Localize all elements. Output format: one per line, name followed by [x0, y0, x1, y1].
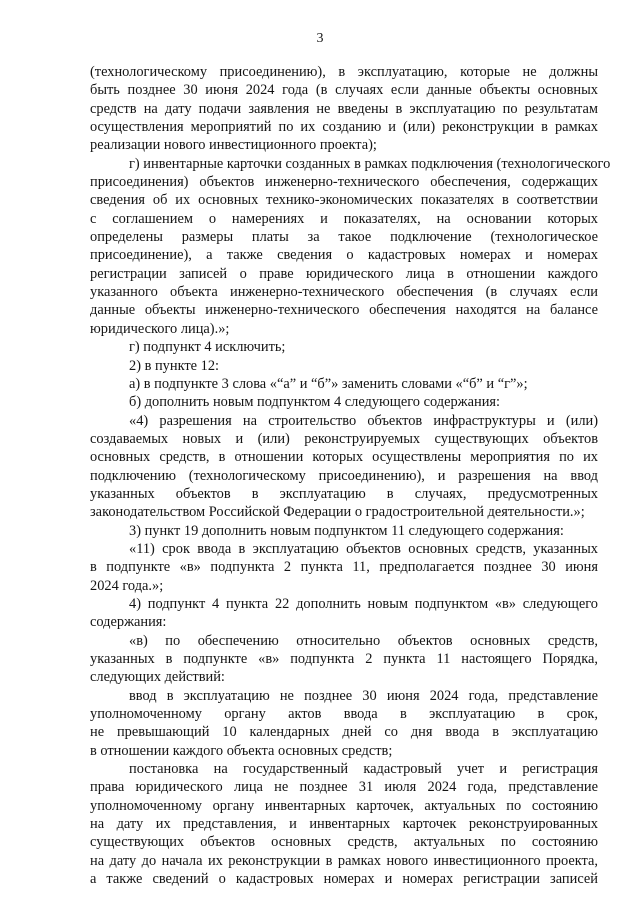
- page-number: 3: [316, 31, 324, 46]
- text-line: сведения об их основных технико-экономических показателях в соответствии: [90, 192, 598, 209]
- text-line: в подпункте «в» подпункта 2 пункта 11, предполагается позднее 30 июня: [90, 559, 598, 576]
- text-line: «в) по обеспечению относительно объектов основных средств,: [129, 632, 598, 649]
- text-line: присоединения) объектов инженерно-технического обеспечения, содержащих: [90, 174, 598, 191]
- document-body: [90, 63, 611, 888]
- text-line: 2024 года.»;: [90, 577, 164, 594]
- text-line: основных средств, в отношении которых осуществлены мероприятия по их: [90, 449, 598, 466]
- text-line: «11) срок ввода в эксплуатацию объектов основных средств, указанных: [129, 540, 598, 557]
- text-line: уполномоченному органу актов ввода в эксплуатацию в срок,: [90, 706, 598, 723]
- text-line: г) инвентарные карточки созданных в рамках подключения (технологического: [129, 155, 611, 172]
- text-line: указанных в подпункте «в» подпункта 2 пункта 11 настоящего Порядка,: [90, 651, 598, 667]
- text-line: на дату их представления, и инвентарных карточек реконструированных: [90, 816, 598, 833]
- text-line: регистрации записей о праве юридического лица в отношении каждого: [90, 265, 598, 282]
- text-line: реализации нового инвестиционного проекта);: [90, 137, 377, 154]
- text-line: «4) разрешения на строительство объектов инфраструктуры и (или): [129, 412, 598, 429]
- text-line: не превышающий 10 календарных дней со дня ввода в эксплуатацию: [90, 724, 598, 741]
- text-line: содержания:: [90, 614, 167, 631]
- text-line: присоединение), а также сведения о кадастровых номерах и номерах: [90, 247, 598, 264]
- text-line: подключению (технологическому присоединению), и разрешения на ввод: [90, 467, 598, 484]
- text-line: 2) в пункте 12:: [129, 357, 220, 374]
- text-line: данные объекты инженерно-технического обеспечения находятся на балансе: [90, 302, 598, 319]
- text-line: указанных объектов в эксплуатацию в случаях, предусмотренных: [90, 485, 598, 502]
- text-line: постановка на государственный кадастровый учет и регистрация: [129, 761, 598, 778]
- text-line: существующих объектов основных средств, актуальных по состоянию: [90, 834, 598, 851]
- text-line: ввод в эксплуатацию не позднее 30 июня 2024 года, представление: [129, 687, 598, 704]
- text-line: 3) пункт 19 дополнить новым подпунктом 11 следующего содержания:: [129, 522, 564, 539]
- text-line: создаваемых новых и (или) реконструируемых существующих объектов: [90, 430, 598, 447]
- text-line: г) подпункт 4 исключить;: [129, 339, 286, 356]
- text-line: уполномоченному органу инвентарных карточек, актуальных по состоянию: [90, 797, 598, 814]
- text-line: следующих действий:: [90, 669, 225, 686]
- text-line: законодательством Российской Федерации о градостроительной деятельности.»;: [90, 504, 585, 521]
- text-line: (технологическому присоединению), в эксплуатацию, которые не должны: [90, 64, 598, 80]
- text-line: с соглашением о намерениях и показателях, на основании которых: [90, 210, 598, 227]
- text-line: юридического лица).»;: [90, 320, 230, 337]
- text-line: б) дополнить новым подпунктом 4 следующего содержания:: [129, 394, 501, 411]
- text-line: права юридического лица не позднее 31 июля 2024 года, представление: [90, 779, 598, 796]
- text-line: 4) подпункт 4 пункта 22 дополнить новым подпунктом «в» следующего: [129, 595, 598, 612]
- text-line: указанного объекта инженерно-технического обеспечения (в случаях если: [90, 284, 598, 301]
- text-line: в отношении каждого объекта основных средств;: [90, 742, 393, 759]
- text-line: на дату до начала их реконструкции в рамках нового инвестиционного проекта,: [90, 852, 598, 869]
- text-line: определены размеры платы за такое подключение (технологическое: [90, 229, 598, 246]
- text-line: осуществления мероприятий по их созданию и (или) реконструкции в рамках: [90, 119, 598, 136]
- text-line: а также сведений о кадастровых номерах и номерах регистрации записей: [90, 871, 598, 888]
- text-line: средств на дату подачи заявления не введены в эксплуатацию по результатам: [90, 100, 598, 117]
- text-line: а) в подпункте 3 слова «“а” и “б”» заменить словами «“б” и “г”»;: [129, 375, 528, 392]
- text-line: быть позднее 30 июня 2024 года (в случаях если данные объекты основных: [90, 82, 598, 99]
